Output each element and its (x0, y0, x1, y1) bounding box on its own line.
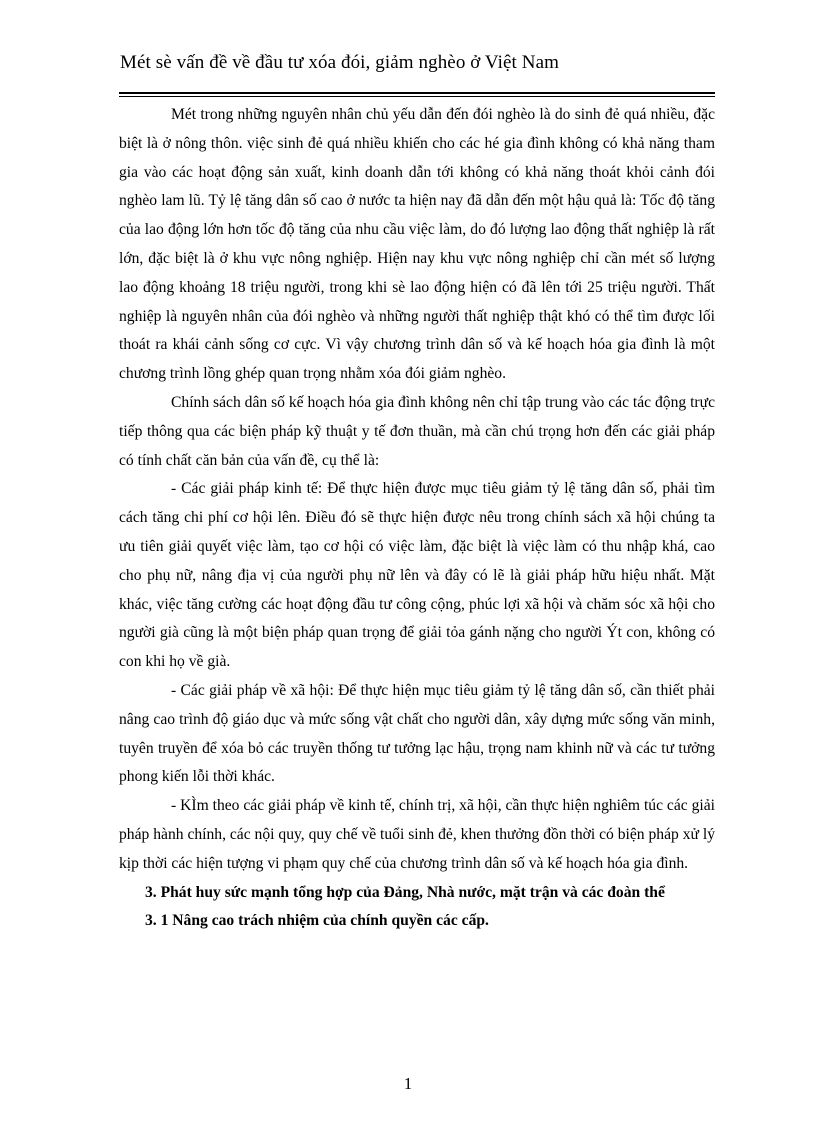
header-rule-thin (119, 96, 715, 97)
section-heading-3: 3. Phát huy sức mạnh tổng hợp của Đảng, Nhà nước, mặt trận và các đoàn thể (145, 883, 665, 901)
paragraph-social-solutions: - Các giải pháp về xã hội: Để thực hiện mục tiêu giảm tỷ lệ tăng dân số, cần thiết phải nâng cao trình độ giáo dục và mức sống vật chất cho người dân, xây dựng mức sống văn minh, tuyên truyền để xóa bỏ các truyền thống tư tưởng lạc hậu, trọng nam khinh nữ và các tư tưởng phong kiến lỗi thời khác. (119, 681, 715, 786)
paragraph-population-policy: Chính sách dân số kế hoạch hóa gia đình không nên chỉ tập trung vào các tác động trực tiếp thông qua các biện pháp kỹ thuật y tế đơn thuần, mà cần chú trọng hơn đến các giải pháp có tính chất căn bản của vấn đề, cụ thể là: (119, 393, 715, 469)
paragraph-population-cause: Mét trong những nguyên nhân chủ yếu dẫn đến đói nghèo là do sinh đẻ quá nhiều, đặc biệt là ở nông thôn. việc sinh đẻ quá nhiều khiến cho các hé gia đình không có khả năng tham gia vào các hoạt động sản xuất, kinh doanh dẫn tới không có khả năng thoát khỏi cảnh đói nghèo lam lũ. Tỷ lệ tăng dân số cao ở nước ta hiện nay đã dẫn đến một hậu quả là: Tốc độ tăng của lao động lớn hơn tốc độ tăng của nhu cầu việc làm, do đó lượng lao động thất nghiệp là rất lớn, đặc biệt là ở khu vực nông nghiệp. Hiện nay khu vực nông nghiệp chỉ cần mét số lượng lao động khoảng 18 triệu người, trong khi sè lao động hiện có đã lên tới 25 triệu người. Thất nghiệp là nguyên nhân của đói nghèo và những người thất nghiệp thật khó có thể tìm được lối thoát ra khái cảnh sống cơ cực. Vì vậy chương trình dân số và kế hoạch hóa gia đình là một chương trình lồng ghép quan trọng nhằm xóa đói giảm nghèo. (119, 106, 715, 383)
document-body (119, 101, 715, 936)
paragraph-administrative-solutions: - KÌm theo các giải pháp về kinh tế, chính trị, xã hội, cần thực hiện nghiêm túc các giải pháp hành chính, các nội quy, quy chế về tuổi sinh đẻ, khen thưởng đồn thời có biện pháp xử lý kịp thời các hiện tượng vi phạm quy chế của chương trình dân số và kế hoạch hóa gia đình. (119, 797, 715, 872)
page-number: 1 (403, 1074, 413, 1093)
paragraph-economic-solutions: - Các giải pháp kinh tế: Để thực hiện được mục tiêu giảm tỷ lệ tăng dân số, phải tìm cách tăng chi phí cơ hội lên. Điều đó sẽ thực hiện được nêu trong chính sách xã hội chúng ta ưu tiên giải quyết việc làm, tạo cơ hội có việc làm, đặc biệt là việc làm có thu nhập khá, cao cho phụ nữ, nâng địa vị của người phụ nữ lên và đây có lẽ là giải pháp hữu hiệu nhất. Mặt khác, việc tăng cường các hoạt động đầu tư công cộng, phúc lợi xã hội và chăm sóc xã hội cho người già cũng là một biện pháp quan trọng để giải tỏa gánh nặng cho người Ýt con, không có con khi họ về già. (119, 480, 715, 671)
subsection-heading-3-1: 3. 1 Nâng cao trách nhiệm của chính quyền các cấp. (145, 912, 489, 930)
header-rule-thick (119, 92, 715, 94)
running-header: Mét sè vấn đề về đầu tư xóa đói, giảm nghèo ở Việt Nam (120, 52, 559, 73)
